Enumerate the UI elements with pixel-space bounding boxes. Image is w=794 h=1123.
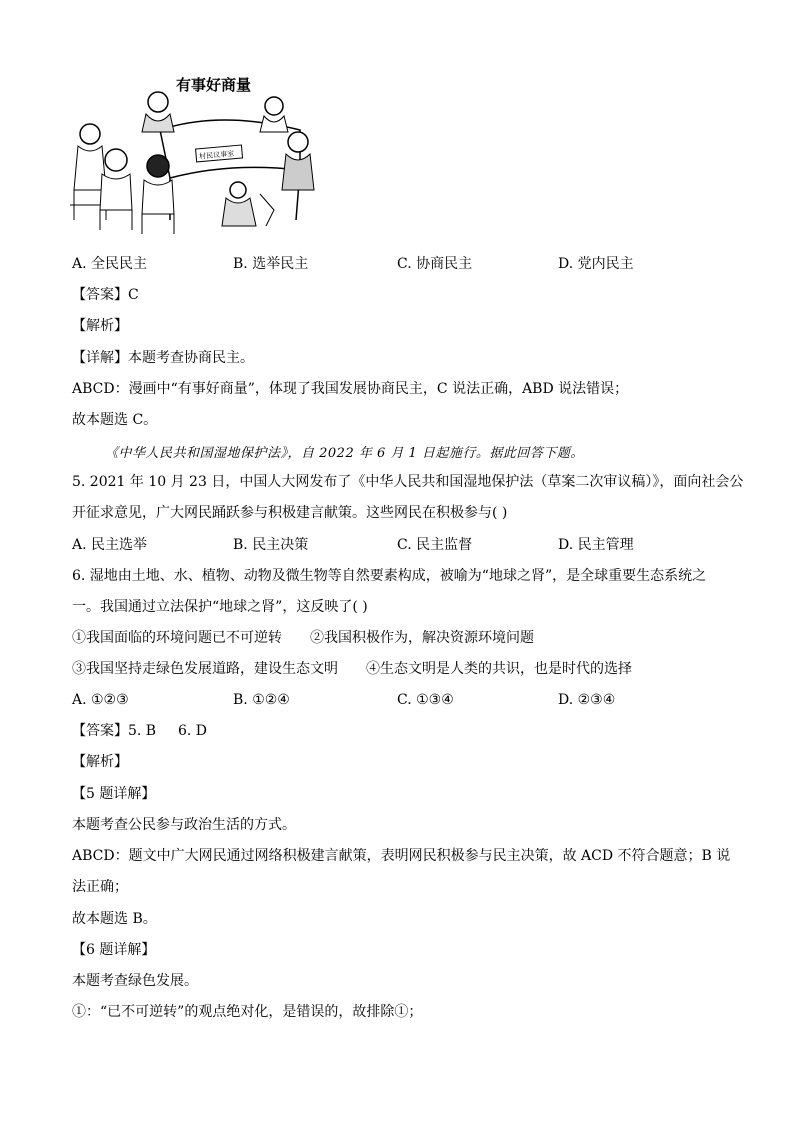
q4-option-d: D. 党内民主 <box>558 256 634 272</box>
q6-stem-line1: 6. 湿地由土地、水、植物、动物及微生物等自然要素构成，被喻为“地球之肾”，是全球重要生态系统之 <box>72 568 707 584</box>
cartoon-illustration <box>70 70 332 238</box>
q6-option-c: C. ①③④ <box>397 692 454 708</box>
q4-explain: ABCD：漫画中“有事好商量”，体现了我国发展协商民主，C 说法正确，ABD 说法错误； <box>72 381 629 397</box>
q5-stem-line1: 5. 2021 年 10 月 23 日，中国人大网发布了《中华人民共和国湿地保护法（草案二次审议稿）》，面向社会公 <box>72 474 744 490</box>
q6-explain: ①：“已不可逆转”的观点绝对化，是错误的，故排除①； <box>72 1004 423 1020</box>
q5-conclude: 故本题选 B。 <box>72 911 157 927</box>
q6-statement-2: ②我国积极作为，解决资源环境问题 <box>310 630 534 646</box>
q6-option-d: D. ②③④ <box>558 692 616 708</box>
q6-statement-1: ①我国面临的环境问题已不可逆转 <box>72 630 282 646</box>
q4-answer: 【答案】C <box>72 287 139 303</box>
q56-answer-6: 6. D <box>178 723 208 739</box>
cartoon-caption: 有事好商量 <box>176 76 252 94</box>
q5-detail-label: 【5 题详解】 <box>72 786 156 802</box>
q6-option-a: A. ①②③ <box>72 692 129 708</box>
q4-conclude: 故本题选 C。 <box>72 412 158 428</box>
q5-stem-line2: 开征求意见，广大网民踊跃参与积极建言献策。这些网民在积极参与( ) <box>72 505 508 521</box>
q5-explain-line1: ABCD：题文中广大网民通过网络积极建言献策，表明网民积极参与民主决策，故 ACD 不符合题意；B 说 <box>72 848 731 864</box>
cartoon-sign: 村民议事室 <box>198 149 235 161</box>
q6-option-b: B. ①②④ <box>233 692 290 708</box>
q4-option-a: A. 全民民主 <box>72 256 148 272</box>
q6-statement-3: ③我国坚持走绿色发展道路，建设生态文明 <box>72 661 338 677</box>
q5-option-d: D. 民主管理 <box>558 537 634 553</box>
q5-detail: 本题考查公民参与政治生活的方式。 <box>72 817 296 833</box>
q5-option-b: B. 民主决策 <box>233 537 309 553</box>
section-intro: 《中华人民共和国湿地保护法》，自 2022 年 6 月 1 日起施行。据此回答下题。 <box>105 446 584 461</box>
q56-answer-label: 【答案】5. B <box>72 723 157 739</box>
q6-detail-label: 【6 题详解】 <box>72 942 156 958</box>
q5-option-a: A. 民主选举 <box>72 537 148 553</box>
q6-detail: 本题考查绿色发展。 <box>72 973 198 989</box>
q4-detail: 【详解】本题考查协商民主。 <box>72 350 254 366</box>
q4-option-c: C. 协商民主 <box>397 256 473 272</box>
q6-statement-4: ④生态文明是人类的共识，也是时代的选择 <box>366 661 632 677</box>
q5-explain-line2: 法正确； <box>72 879 128 895</box>
q4-option-b: B. 选举民主 <box>233 256 309 272</box>
q6-stem-line2: 一。我国通过立法保护“地球之肾”，这反映了( ) <box>72 599 368 615</box>
q56-analysis-label: 【解析】 <box>72 754 128 770</box>
q5-option-c: C. 民主监督 <box>397 537 473 553</box>
q4-analysis-label: 【解析】 <box>72 318 128 334</box>
